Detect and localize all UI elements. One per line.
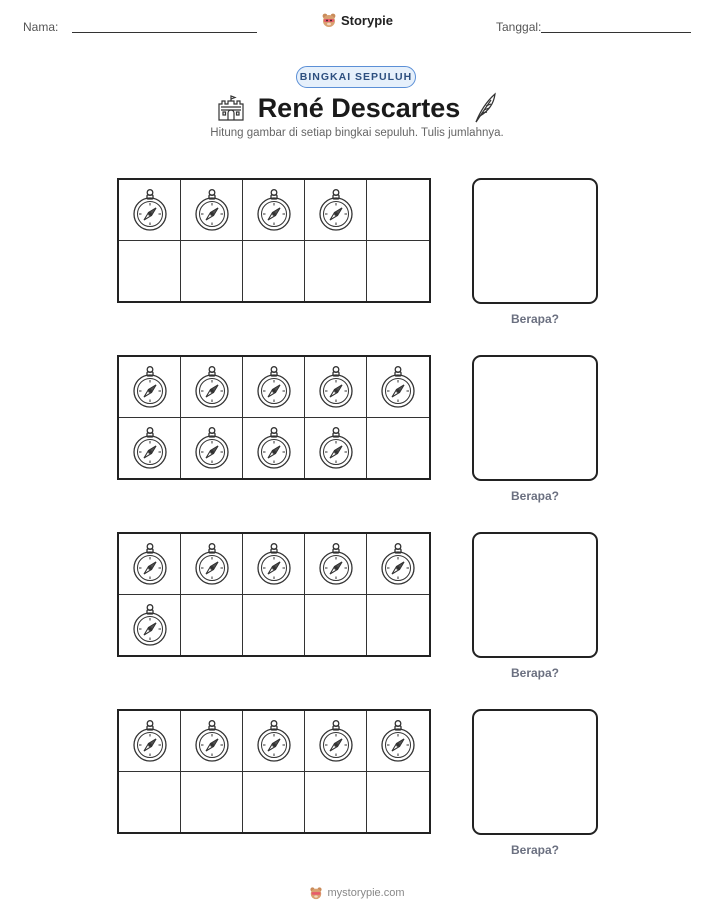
answer-label-4: Berapa? bbox=[510, 843, 560, 857]
ten-frame-cell bbox=[243, 534, 305, 595]
page-title: René Descartes bbox=[257, 92, 461, 123]
compass-icon bbox=[131, 365, 169, 409]
compass-icon bbox=[131, 188, 169, 232]
name-line[interactable] bbox=[72, 32, 257, 33]
ten-frame-cell bbox=[305, 357, 367, 418]
answer-box-3[interactable] bbox=[472, 532, 598, 658]
compass-icon bbox=[131, 542, 169, 586]
ten-frame-cell bbox=[119, 595, 181, 656]
instructions: Hitung gambar di setiap bingkai sepuluh. Tulis jumlahnya. bbox=[210, 127, 504, 139]
ten-frame-cell bbox=[305, 180, 367, 241]
compass-icon bbox=[193, 365, 231, 409]
compass-icon bbox=[379, 365, 417, 409]
title-row bbox=[0, 88, 714, 128]
ten-frame-cell bbox=[367, 241, 429, 302]
ten-frame-cell bbox=[243, 418, 305, 479]
ten-frame-1 bbox=[117, 178, 431, 303]
ten-frame-cell bbox=[367, 534, 429, 595]
ten-frame-cell bbox=[243, 241, 305, 302]
ten-frame-cell bbox=[181, 711, 243, 772]
ten-frame-cell bbox=[181, 180, 243, 241]
answer-label-1: Berapa? bbox=[510, 312, 560, 326]
ten-frame-cell bbox=[305, 418, 367, 479]
ten-frame-cell bbox=[243, 357, 305, 418]
ten-frame-cell bbox=[305, 772, 367, 833]
ten-frame-cell bbox=[243, 711, 305, 772]
ten-frame-cell bbox=[119, 180, 181, 241]
name-label: Nama: bbox=[23, 20, 59, 34]
ten-frame-cell bbox=[367, 357, 429, 418]
compass-icon bbox=[379, 542, 417, 586]
category-badge: BINGKAI SEPULUH bbox=[296, 66, 416, 88]
compass-icon bbox=[317, 426, 355, 470]
ten-frame-cell bbox=[305, 534, 367, 595]
compass-icon bbox=[317, 365, 355, 409]
compass-icon bbox=[255, 542, 293, 586]
ten-frame-cell bbox=[243, 772, 305, 833]
ten-frame-cell bbox=[367, 711, 429, 772]
brand-logo bbox=[0, 12, 714, 28]
ten-frame-cell bbox=[367, 180, 429, 241]
castle-icon bbox=[216, 94, 246, 122]
feather-quill-icon bbox=[472, 92, 498, 124]
answer-label-2: Berapa? bbox=[510, 489, 560, 503]
answer-box-1[interactable] bbox=[472, 178, 598, 304]
bear-mascot-icon bbox=[321, 12, 337, 28]
answer-box-4[interactable] bbox=[472, 709, 598, 835]
ten-frame-cell bbox=[367, 418, 429, 479]
compass-icon bbox=[193, 542, 231, 586]
brand-name: Storypie bbox=[340, 12, 393, 28]
ten-frame-cell bbox=[119, 772, 181, 833]
compass-icon bbox=[255, 365, 293, 409]
ten-frame-3 bbox=[117, 532, 431, 657]
ten-frame-4 bbox=[117, 709, 431, 834]
compass-icon bbox=[193, 188, 231, 232]
ten-frame-cell bbox=[367, 595, 429, 656]
compass-icon bbox=[379, 719, 417, 763]
bear-mascot-icon bbox=[309, 886, 323, 900]
compass-icon bbox=[255, 426, 293, 470]
ten-frame-cell bbox=[181, 595, 243, 656]
compass-icon bbox=[193, 719, 231, 763]
ten-frame-cell bbox=[119, 418, 181, 479]
date-label: Tanggal: bbox=[496, 20, 542, 34]
compass-icon bbox=[255, 188, 293, 232]
answer-label-3: Berapa? bbox=[510, 666, 560, 680]
ten-frame-cell bbox=[181, 357, 243, 418]
ten-frame-cell bbox=[119, 534, 181, 595]
ten-frame-cell bbox=[181, 418, 243, 479]
compass-icon bbox=[131, 426, 169, 470]
footer bbox=[0, 886, 714, 900]
compass-icon bbox=[317, 188, 355, 232]
ten-frame-cell bbox=[243, 180, 305, 241]
answer-box-2[interactable] bbox=[472, 355, 598, 481]
ten-frame-cell bbox=[367, 772, 429, 833]
compass-icon bbox=[131, 719, 169, 763]
ten-frame-cell bbox=[305, 595, 367, 656]
ten-frame-cell bbox=[119, 711, 181, 772]
ten-frame-2 bbox=[117, 355, 431, 480]
compass-icon bbox=[255, 719, 293, 763]
ten-frame-cell bbox=[181, 534, 243, 595]
compass-icon bbox=[131, 603, 169, 647]
date-line[interactable] bbox=[541, 32, 691, 33]
compass-icon bbox=[193, 426, 231, 470]
ten-frame-cell bbox=[305, 711, 367, 772]
ten-frame-cell bbox=[181, 241, 243, 302]
ten-frame-cell bbox=[119, 357, 181, 418]
compass-icon bbox=[317, 719, 355, 763]
footer-url: mystorypie.com bbox=[327, 887, 405, 899]
compass-icon bbox=[317, 542, 355, 586]
ten-frame-cell bbox=[305, 241, 367, 302]
ten-frame-cell bbox=[243, 595, 305, 656]
ten-frame-cell bbox=[119, 241, 181, 302]
ten-frame-cell bbox=[181, 772, 243, 833]
